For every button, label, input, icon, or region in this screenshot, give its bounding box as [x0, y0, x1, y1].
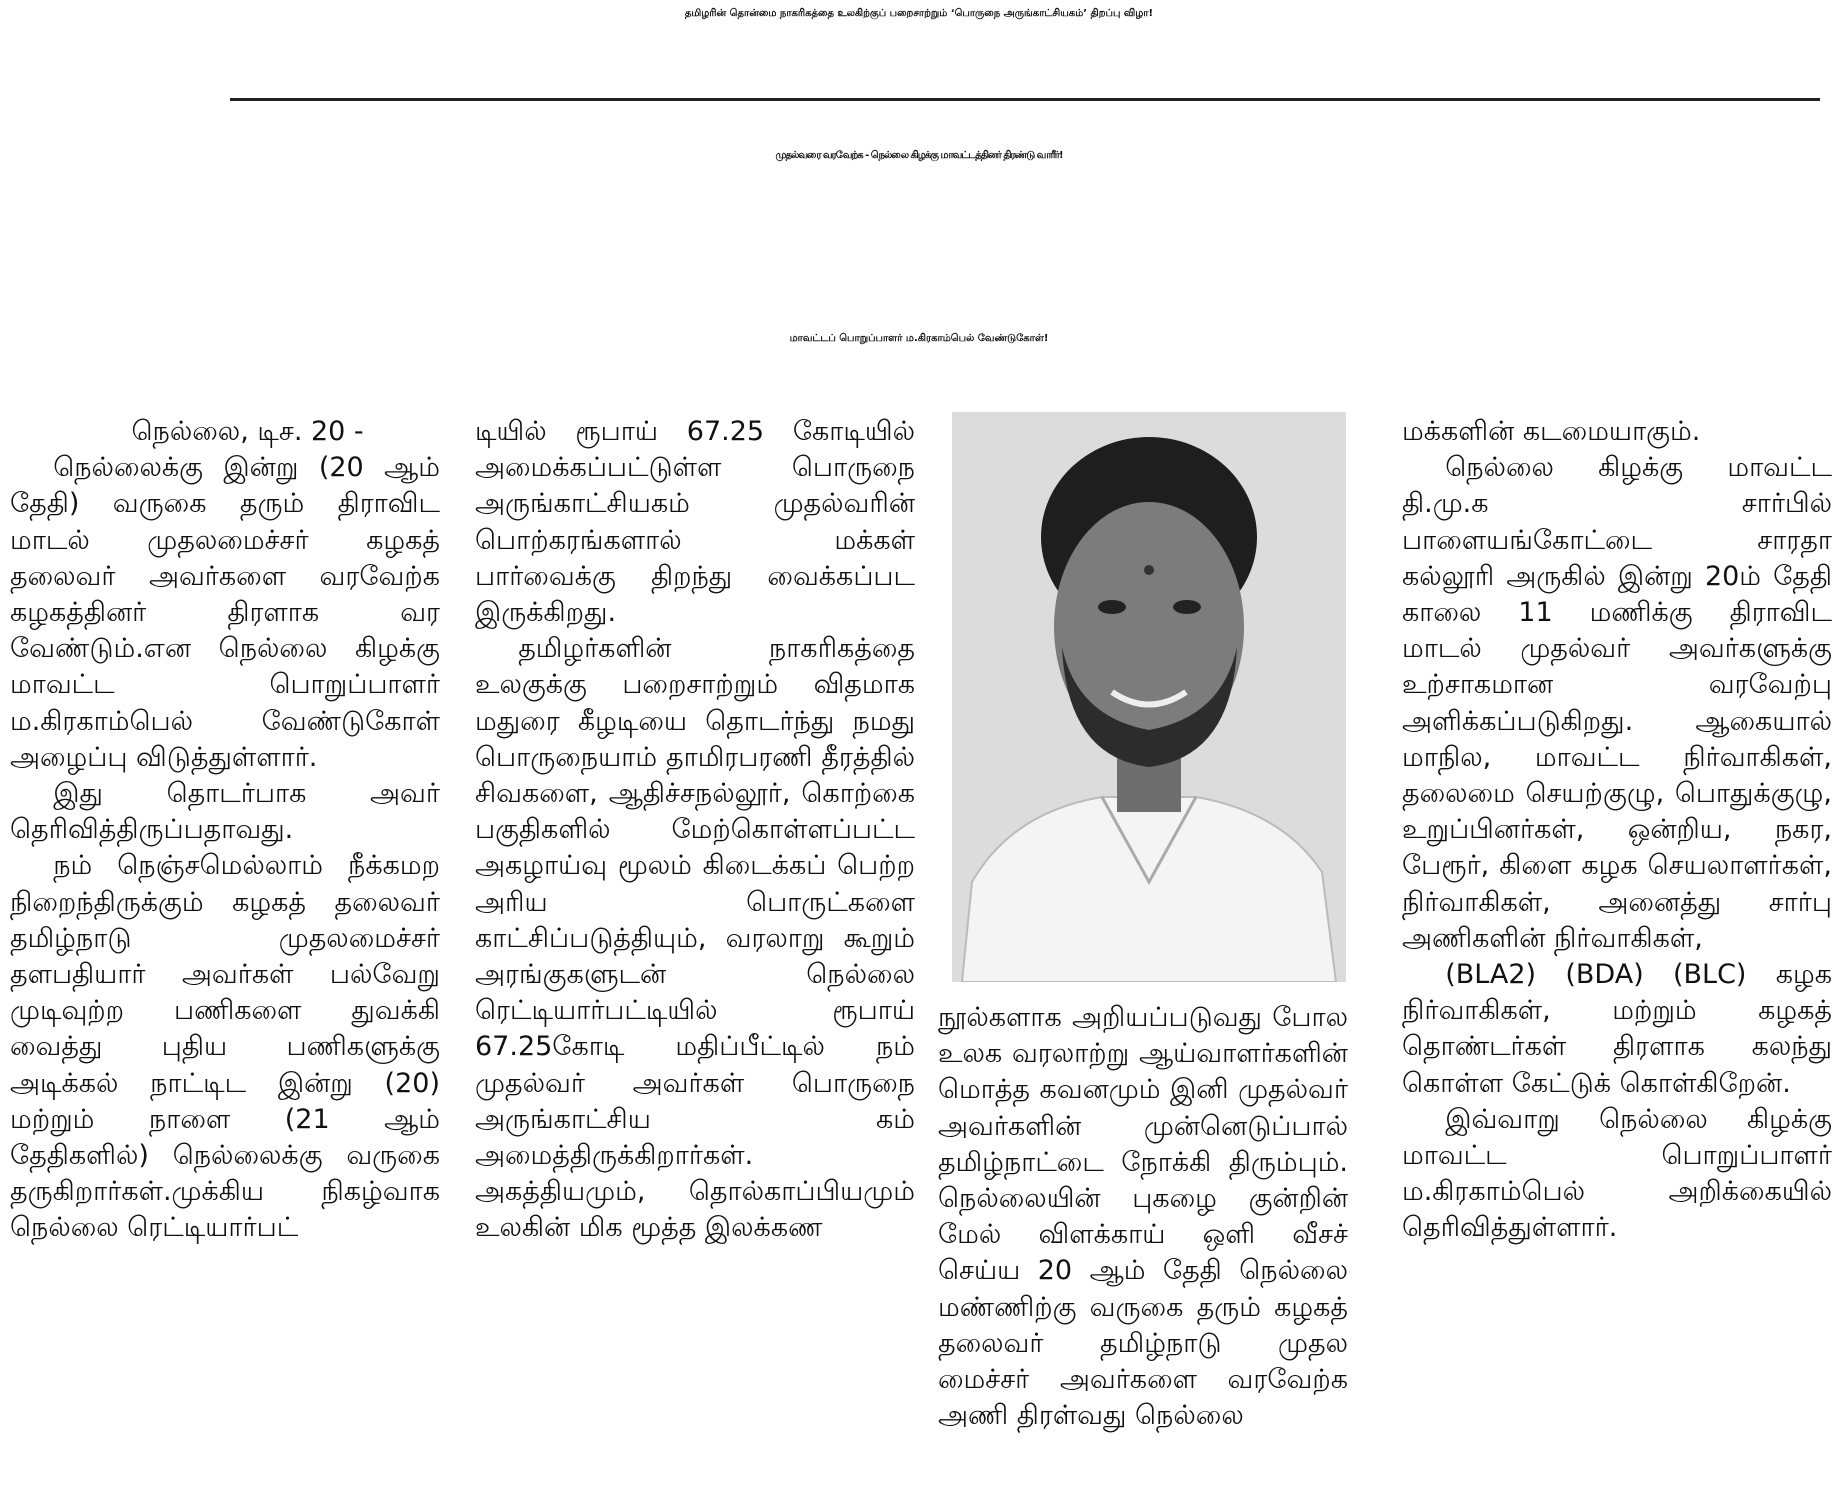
- paragraph: இது தொடர்பாக அவர் தெரிவித்திருப்பதாவது.: [10, 778, 440, 846]
- paragraph: இவ்வாறு நெல்லை கிழக்கு மாவட்ட பொறுப்பாளர் ம.கிரகாம்பெல் அறிக்கையில் தெரிவித்துள்ளார்.: [1402, 1103, 1832, 1244]
- portrait-illustration: [952, 412, 1346, 982]
- paragraph: தமிழர்களின் நாகரிகத்தை உலகுக்கு பறைசாற்றும் விதமாக மதுரை கீழடியை தொடர்ந்து நமது பொருநையாம் தாமிரபரணி தீரத்தில் சிவகளை, ஆதிச்சநல்லூர், கொற்கை பகுதிகளில் மேற்கொள்ளப்பட்ட அகழாய்வு மூலம் கிடைக்கப் பெற்ற அரிய பொருட்களை காட்சிப்படுத்தியும், வரலாறு கூறும் அரங்குகளுடன் நெல்லை ரெட்டியார்பட்டியில் ரூபாய் 67.25கோடி மதிப்பீட்டில் நம் முதல்வர் அவர்கள் பொருநை அருங்காட்சிய கம் அமைத்திருக்கிறார்கள். அகத்தியமும், தொல்காப்பியமும் உலகின் மிக மூத்த இலக்கண: [475, 633, 915, 1244]
- headline: முதல்வரை வரவேற்க - நெல்லை கிழக்கு மாவட்டத்தினர் திரண்டு வாரீர்!: [775, 150, 1063, 161]
- kicker-rule: [230, 98, 1820, 101]
- dateline: நெல்லை, டிச. 20 -: [131, 416, 364, 447]
- article-column-1: [10, 414, 440, 1247]
- paragraph: நெல்லைக்கு இன்று (20 ஆம் தேதி) வருகை தரும் திராவிட மாடல் முதலமைச்சர் கழகத் தலைவர் அவர்களை வரவேற்க கழகத்தினர் திரளாக வர வேண்டும்.என நெல்லை கிழக்கு மாவட்ட பொறுப்பாளர் ம.கிரகாம்பெல் வேண்டுகோள் அழைப்பு விடுத்துள்ளார்.: [10, 452, 440, 773]
- article-column-2: [475, 414, 915, 1247]
- paragraph: மக்களின் கடமையாகும்.: [1402, 416, 1701, 447]
- paragraph: நம் நெஞ்சமெல்லாம் நீக்கமற நிறைந்திருக்கும் கழகத் தலைவர் தமிழ்நாடு முதலமைச்சர் தளபதியார் அவர்கள் பல்வேறு முடிவுற்ற பணிகளை துவக்கி வைத்து புதிய பணிகளுக்கு அடிக்கல் நாட்டிட இன்று (20) மற்றும் நாளை (21 ஆம் தேதிகளில்) நெல்லைக்கு வருகை தருகிறார்கள்.முக்கிய நிகழ்வாக நெல்லை ரெட்டியார்பட்: [10, 850, 440, 1244]
- portrait-photo: [952, 412, 1346, 982]
- paragraph: (BLA2) (BDA) (BLC) கழக நிர்வாகிகள், மற்றும் கழகத் தொண்டர்கள் திரளாக கலந்து கொள்ள கேட்டுக் கொள்கிறேன்.: [1402, 959, 1832, 1099]
- subheadline: மாவட்டப் பொறுப்பாளர் ம.கிரகாம்பெல் வேண்டுகோள்!: [789, 333, 1049, 344]
- article-column-3: [938, 1000, 1348, 1434]
- paragraph: நூல்களாக அறியப்படுவது போல உலக வரலாற்று ஆய்வாளர்களின் மொத்த கவனமும் இனி முதல்வர் அவர்களின் முன்னெடுப்பால் தமிழ்நாட்டை நோக்கி திரும்பும். நெல்லையின் புகழை குன்றின் மேல் விளக்காய் ஒளி வீசச் செய்ய 20 ஆம் தேதி நெல்லை மண்ணிற்கு வருகை தரும் கழகத் தலைவர் தமிழ்நாடு முதல மைச்சர் அவர்களை வரவேற்க அணி திரள்வது நெல்லை: [938, 1002, 1348, 1432]
- paragraph: டியில் ரூபாய் 67.25 கோடியில் அமைக்கப்பட்டுள்ள பொருநை அருங்காட்சியகம் முதல்வரின் பொற்கரங்களால் மக்கள் பார்வைக்கு திறந்து வைக்கப்பட இருக்கிறது.: [475, 416, 915, 629]
- paragraph: நெல்லை கிழக்கு மாவட்ட தி.மு.க சார்பில் பாளையங்கோட்டை சாரதா கல்லூரி அருகில் இன்று 20ம் தேதி காலை 11 மணிக்கு திராவிட மாடல் முதல்வர் அவர்களுக்கு உற்சாகமான வரவேற்பு அளிக்கப்படுகிறது. ஆகையால் மாநில, மாவட்ட நிர்வாகிகள், தலைமை செயற்குழு, பொதுக்குழு, உறுப்பினர்கள், ஒன்றிய, நகர, பேரூர், கிளை கழக செயலாளர்கள், நிர்வாகிகள், அனைத்து சார்பு அணிகளின் நிர்வாகிகள்,: [1402, 452, 1832, 954]
- kicker-line: தமிழரின் தொன்மை நாகரிகத்தை உலகிற்குப் பறைசாற்றும் ‘பொருநை அருங்காட்சியகம்’ திறப்பு விழா!: [684, 8, 1154, 19]
- article-column-4: [1402, 414, 1832, 1247]
